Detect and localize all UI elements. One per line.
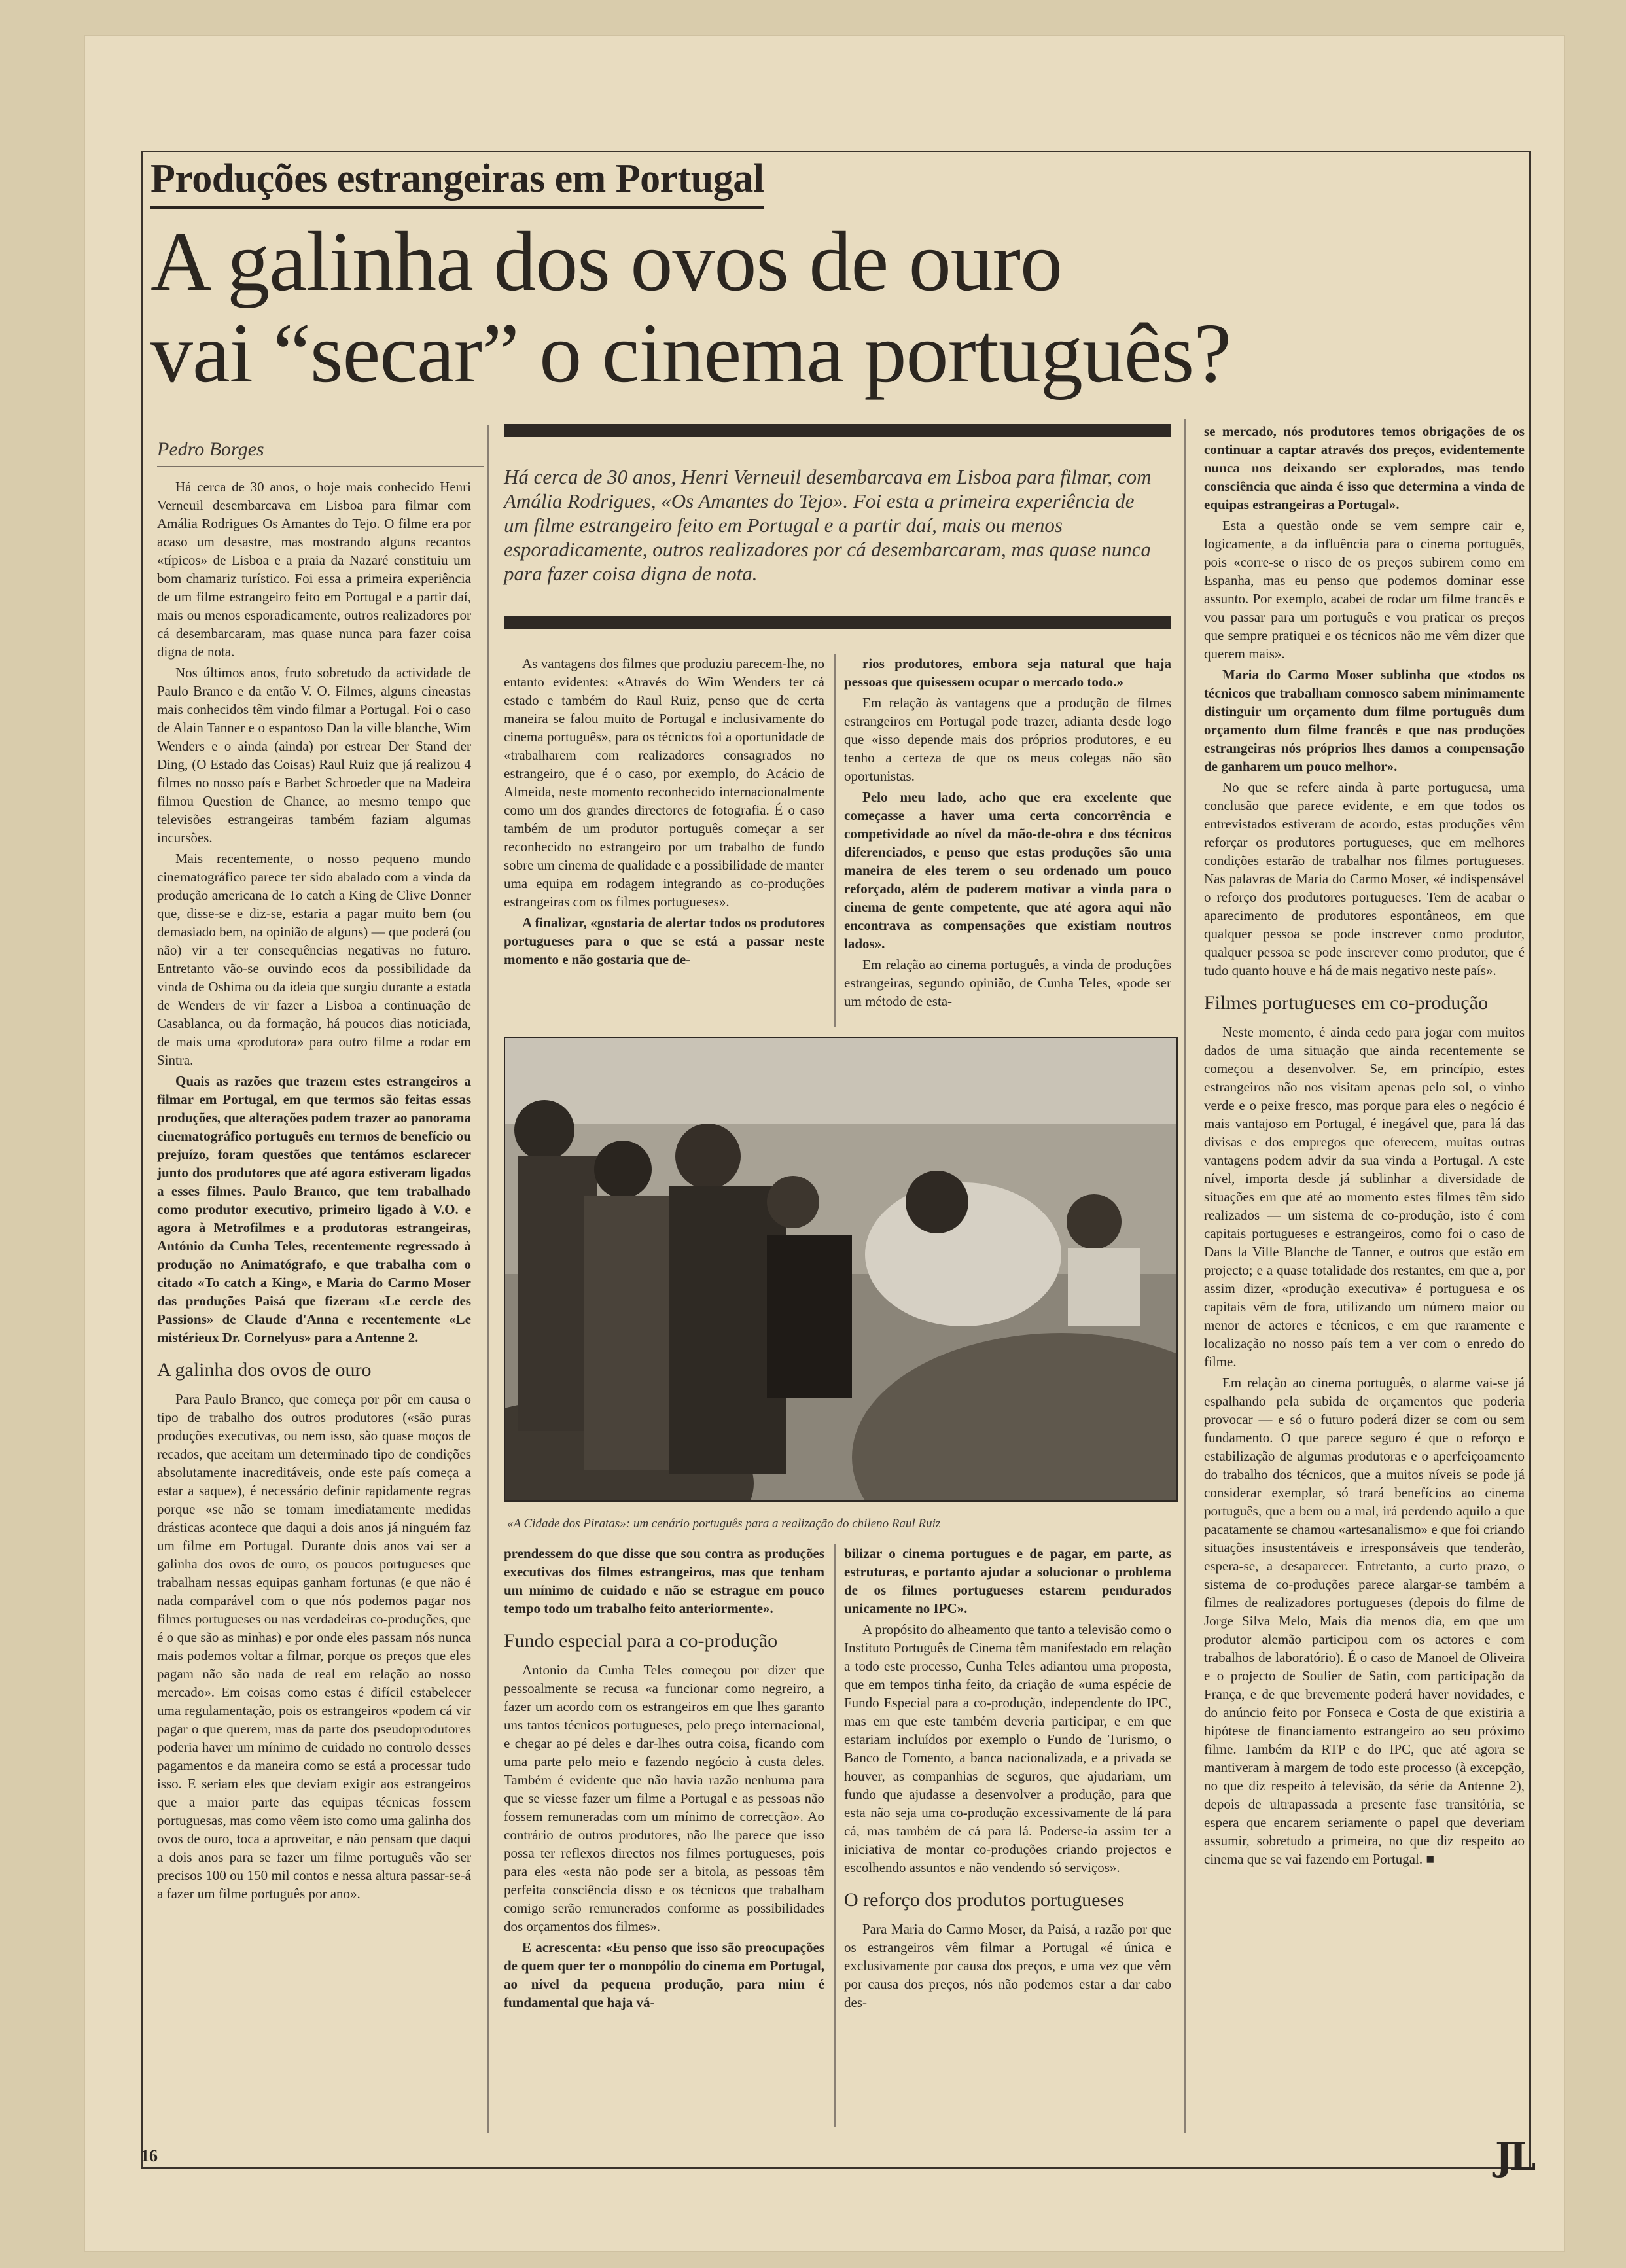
paragraph: As vantagens dos filmes que produziu parecem-lhe, no entanto evidentes: «Através do Wim Wenders ter cá estado e também do Raul Ruiz, penso que de certa maneira se falou muito de Portugal e inclusivamente do cinema português», para os técnicos foi a oportunidade de «trabalharem com realizadores consagrados no estrangeiro, que é o caso, por exemplo, do Acácio de Almeida, neste momento reconhecido internacionalmente como um dos grandes directores de fotografia. É o caso também de um produtor português começar a ser reconhecido no estrangeiro por um trabalho de fundo sobre um cinema de qualidade e a possibilidade de manter uma equipa em rodagem integrando as co-produções estrangeiras com os filmes portugueses». — [504, 656, 824, 910]
paragraph: Nos últimos anos, fruto sobretudo da actividade de Paulo Branco e da então V. O. Filmes, alguns cineastas mais conhecidos têm vindo filmar a Portugal. Foi o caso de Alain Tanner e o espantoso Dan la ville blanche, Wim Wenders e o ainda (ainda) por estrear Der Stand der Ding, (O Estado das Coisas) Raul Ruiz que já realizou 4 filmes no nosso país e Barbet Schroeder que na Madeira filmou Question de Chance, ao mesmo tempo que televisões estrangeiras também faziam algumas incursões. — [157, 665, 471, 845]
subheading: Filmes portugueses em co-produção — [1204, 992, 1489, 1014]
paragraph: Pelo meu lado, acho que era excelente que começasse a haver uma certa concorrência e competividade ao nível da mão-de-obra e dos técnicos diferenciados, e penso que estas produções são uma maneira de eles terem o seu ordenado um pouco reforçado, além de poderem motivar a vinda para o cinema de gente competente, que até agora aqui não encontrava as compensações que existiam noutros lados». — [844, 789, 1171, 951]
byline: Pedro Borges — [157, 438, 484, 467]
paragraph: Há cerca de 30 anos, o hoje mais conhecido Henri Verneuil desembarcava em Lisboa para filmar com Amália Rodrigues Os Amantes do Tejo. O filme era por acaso um desastre, mas mostrando alguns recantos «típicos» de Lisboa e a praia da Nazaré constituiu um bom chamariz turístico. Foi essa a primeira experiência de um filme estrangeiro feito em Portugal e a partir daí, mais ou menos esporadicamente, outros realizadores por cá desembarcaram, mas quase nunca para fazer coisa digna de nota. — [157, 479, 471, 660]
paragraph: bilizar o cinema portugues e de pagar, em parte, as estruturas, e portanto ajudar a solucionar o problema de os filmes portugueses estarem pendurados unicamente no IPC». — [844, 1546, 1171, 1616]
paragraph: Para Maria do Carmo Moser, da Paisá, a razão por que os estrangeiros vêm filmar a Portugal «é única e exclusivamente por causa dos preços, e uma vez que vêm por causa dos preços, nós não podemos estar a dar cabo des- — [844, 1921, 1171, 2010]
column-divider — [834, 1544, 836, 2127]
paragraph: Antonio da Cunha Teles começou por dizer que pessoalmente se recusa «a funcionar como negreiro, a fazer um acordo com os estrangeiros em que lhes garanto uns tantos técnicos portugueses, pelo preço internacional, e chegar ao pé deles e dar-lhes outra coisa, ficando com uma parte pelo meio e fazendo negócio à custa deles. Também é evidente que não havia razão nenhuma para que se viesse fazer um filme a Portugal e as pessoas não fossem remuneradas com um mínimo de correcção». Ao contrário de outros produtores, não lhe parece que isso possa ter reflexos directos nos filmes portugueses, pois para eles «esta não pode ser a bitola, as pessoas têm perfeita consciência disso e os técnicos que trabalham comigo serão remunerados conforme as possibilidades dos orçamentos dos filmes». — [504, 1662, 824, 1934]
column-divider — [487, 425, 489, 2133]
paragraph: No que se refere ainda à parte portuguesa, uma conclusão que parece evidente, e em que todos os entrevistados estiveram de acordo, estas produções vêm reforçar os produtores portugueses, que em melhores condições estarão de trabalhar nos filmes portugueses. Nas palavras de Maria do Carmo Moser, «é indispensável o reforço dos produtores portugueses. Tem de acabar o aparecimento de produtores espontâneos, em que qualquer pessoa se pode inscrever como produtor, qualquer pessoa se pode inscrever como produtor, que é tudo quanto houve e há de mais negativo neste país». — [1204, 779, 1525, 978]
photo-image — [505, 1038, 1178, 1502]
paragraph: Em relação ao cinema português, o alarme vai-se já espalhando pela subida de orçamentos que poderia provocar — e só o futuro poderá dizer se com ou sem fundamento. O que parece seguro é que o reforço e estabilização de algumas produtoras e o aperfeiçoamento do trabalho dos técnicos, que a muitos níveis se pode já considerar exemplar, só trará benefícios ao cinema português, que a bem ou a mal, irá perdendo aquilo a que pacatamente se chamou «artesanalismo» e que foi criando situações insustentáveis e irresponsáveis que tenderão, espera-se, a desaparecer. Entretanto, a curto prazo, o sistema de co-produções parece alargar-se também a filmes de realizadores portugueses (depois do filme de Jorge Silva Melo, Mais dia menos dia, em que um produtor alemão participou com os actores e com trabalhos de laboratório). É o caso de Manoel de Oliveira e o projecto de Soulier de Satin, com participação da França, e de que brevemente poderá haver novidades, e do anúncio feito por Fonseca e Costa de que existiria a hipótese de financiamento estrangeiro ao seu próximo filme. Também da RTP e do IPC, que até agora se mantiveram à margem de todo este processo (à excepção, no que diz respeito à televisão, da série da Antenne 2), depois de ultrapassada a presente fase transitória, se espera que encarem seriamente o papel que deveriam assumir, sobretudo a primeira, no que diz respeito ao cinema que se vai fazendo em Portugal. ■ — [1204, 1375, 1525, 1867]
paragraph: E acrescenta: «Eu penso que isso são preocupações de quem quer ter o monopólio do cinema em Portugal, ao nível da pequena produção, para mim é fundamental que haja vá- — [504, 1940, 824, 2010]
headline-line-2: vai “secar” o cinema português? — [150, 306, 1231, 400]
column-divider — [834, 654, 836, 1027]
column-3-upper — [844, 654, 1171, 1027]
column-2-upper — [504, 654, 824, 1027]
publication-logo: JL — [1495, 2135, 1532, 2179]
paragraph: rios produtores, embora seja natural que haja pessoas que quisessem ocupar o mercado todo.» — [844, 656, 1171, 690]
paragraph: prendessem do que disse que sou contra as produções executivas dos filmes estrangeiros, mas que tenham um mínimo de cuidado e não se estrague em pouco tempo todo um trabalho feito anteriormente». — [504, 1546, 824, 1616]
paragraph: Mais recentemente, o nosso pequeno mundo cinematográfico parece ter sido abalado com a vinda da produção americana de To catch a King de Clive Donner que, disse-se e diz-se, estaria a pagar muito bem (ou demasiado bem, na opinião de alguns) — que poderá (ou não) vir a ter consequências negativas no futuro. Entretanto vão-se ouvindo ecos da possibilidade da vinda de Oshima ou da ideia que surgiu durante a estada de Wenders de vir fazer a Lisboa a continuação de Casablanca, ou da formação, há poucos dias noticiada, de mais uma «produtora» para outro filme a rodar em Sintra. — [157, 851, 471, 1068]
lede-rule-bottom — [504, 616, 1171, 629]
paragraph: Quais as razões que trazem estes estrangeiros a filmar em Portugal, em que termos são feitas essas produções, que alterações podem trazer ao panorama cinematográfico português em termos de benefício ou prejuízo, foram questões que tentámos esclarecer junto dos produtores que até agora estiveram ligados a esses filmes. Paulo Branco, que tem trabalhado como produtor executivo, primeiro ligado à V.O. e agora à Metrofilmes e a produtoras estrangeiras, António da Cunha Teles, recentemente regressado à produção no Animatógrafo, e que trabalha com o citado «To catch a King», e Maria do Carmo Moser das produções Paisá que fizeram «Le cercle des Passions» de Claude d'Anna e recentemente «Le mistérieux Dr. Cornelyus» para a Antenne 2. — [157, 1073, 471, 1345]
page-number: 16 — [141, 2146, 158, 2165]
paragraph: Em relação ao cinema português, a vinda de produções estrangeiras, segundo opinião, de Cunha Teles, «pode ser um método de esta- — [844, 957, 1171, 1009]
paragraph: se mercado, nós produtores temos obrigações de os continuar a captar através dos preços, evidentemente nunca nos deixando ser explorados, mas tendo consciência que ainda é isso que determina a vinda de equipas estrangeiras a Portugal». — [1204, 423, 1525, 512]
paragraph: Maria do Carmo Moser sublinha que «todos os técnicos que trabalham connosco sabem minimamente distinguir um orçamento dum filme português dum orçamento dum filme francês e que nas produções estrangeiras nós próprios lhes damos a compensação de ganharem um pouco melhor». — [1204, 667, 1525, 774]
headline-line-1: A galinha dos ovos de ouro — [150, 215, 1063, 309]
section-kicker: Produções estrangeiras em Portugal — [150, 156, 764, 209]
lede-rule-top — [504, 424, 1171, 437]
paragraph: Esta a questão onde se vem sempre cair e, logicamente, a da influência para o cinema português, pois «corre-se o risco de os preços subirem como em Espanha, mas eu penso que podemos dominar esse assunto. Por exemplo, acabei de rodar um filme francês e vou passar para um português e vou praticar os preços que sempre pratiquei e os técnicos não me vêm dizer que querem mais». — [1204, 518, 1525, 662]
subheading: O reforço dos produtos portugueses — [844, 1889, 1125, 1911]
paragraph: Para Paulo Branco, que começa por pôr em causa o tipo de trabalho dos outros produtores («são puras produções executivas, ou nem isso, são quase moços de recados, que aceitam um determinado tipo de condições absolutamente inacreditáveis, onde este país começa a estar a saque»), é necessário definir rapidamente regras porque «se não se tomam imediatamente medidas drásticas acontece que daqui a dois anos já ninguém faz um filme em Portugal. Durante dois anos vai ser a galinha dos ovos de ouro, os poucos portugueses que trabalham nessas equipas ganham fortunas (e que não é nada comparável com o que nós podemos pagar nos filmes portugueses ou nas verdadeiras co-produções, que é o que são as minhas) e por onde eles passam nós nunca mais podemos voltar a filmar, porque os preços que eles pagam não são nada de real em relação ao nosso mercado». Em coisas como estas é difícil estabelecer uma regulamentação, pois os estrangeiros «podem cá vir pagar o que querem, mas da parte dos pseudoprodutores poderia haver um mínimo de cuidado no controlo desses pagamentos e da maneira como se está a processar tudo isso. E seriam eles que deviam exigir aos estrangeiros que a maior parte das equipas técnicas fossem portuguesas, mas como vêem isto como uma galinha dos ovos de ouro, toca a aproveitar, e não pensam que daqui a dois anos para se fazer um filme português vão ser precisos 100 ou 150 mil contos e nessa altura passar-se-á a fazer um filme português por ano». — [157, 1391, 471, 1902]
paragraph: Neste momento, é ainda cedo para jogar com muitos dados de uma situação que ainda recentemente se começou a desenvolver. Se, em princípio, estes estrangeiros não nos visitam apenas pelo sol, o vinho verde e o peixe fresco, mas porque para eles o negócio é mais vantajoso em Portugal, é inegável que, para lá das divisas e dos empregos que oferecem, muitas outras vantagens podem advir da sua vinda a Portugal. A este nível, importa desde já sublinhar a diversidade de situações em que até ao momento estes filmes têm sido realizados — um sistema de co-produção, isto é com capitais portugueses e estrangeiros, como foi o caso de Dans la Ville Blanche de Tanner, e outros que estão em projecto; e a quase totalidade dos restantes, em que a, por assim dizer, «produção executiva» é portuguesa e os capitais vêm de fora, utilizando um número maior ou menor de actores e técnicos, e em que raramente e localização no nosso país tem a ver com o enredo do filme. — [1204, 1024, 1525, 1370]
subheading: Fundo especial para a co-produção — [504, 1630, 778, 1652]
paragraph: A finalizar, «gostaria de alertar todos os produtores portugueses para o que se está a passar neste momento e não gostaria que de- — [504, 915, 824, 967]
photo-caption: «A Cidade dos Piratas»: um cenário português para a realização do chileno Raul Ruiz — [507, 1517, 941, 1531]
subheading: A galinha dos ovos de ouro — [157, 1359, 372, 1381]
column-1 — [157, 478, 471, 2127]
photo-film-crew — [504, 1037, 1178, 1502]
column-3-lower — [844, 1544, 1171, 2127]
column-2-lower — [504, 1544, 824, 2127]
paragraph: A propósito do alheamento que tanto a televisão como o Instituto Português de Cinema têm manifestado em relação a todo este processo, Cunha Teles adiantou uma proposta, que em tempos tinha feito, da criação de «uma espécie de Fundo Especial para a co-produção, independente do IPC, mas em que este também deveria participar, e em que estariam incluídos por exemplo o Fundo de Turismo, o Banco de Fomento, a banca nacionalizada, e a privada se houver, as companhias de seguros, que ajudariam, um fundo que ajudasse a desenvolver a produção, para que esta não seja uma co-produção excessivamente de lá para cá, mas também de cá para lá. Poderse-ia assim ter a iniciativa de montar co-produções criando projectos e escolhendo assuntos e não vendendo só serviços». — [844, 1621, 1171, 1875]
column-divider — [1184, 419, 1186, 2133]
paragraph: Em relação às vantagens que a produção de filmes estrangeiros em Portugal pode trazer, adianta desde logo que «isso depende mais dos próprios produtores, e eu tenho a certeza de que os meus colegas não são oportunistas. — [844, 695, 1171, 784]
lede-paragraph: Há cerca de 30 anos, Henri Verneuil desembarcava em Lisboa para filmar, com Amália Rodrigues, «Os Amantes do Tejo». Foi esta a primeira experiência de um filme estrangeiro feito em Portugal e a partir daí, mais ou menos esporadicamente, outros realizadores por cá desembarcaram, mas quase nunca para fazer coisa digna de nota. — [504, 465, 1152, 585]
headline — [150, 216, 1394, 399]
column-4 — [1204, 422, 1525, 2130]
